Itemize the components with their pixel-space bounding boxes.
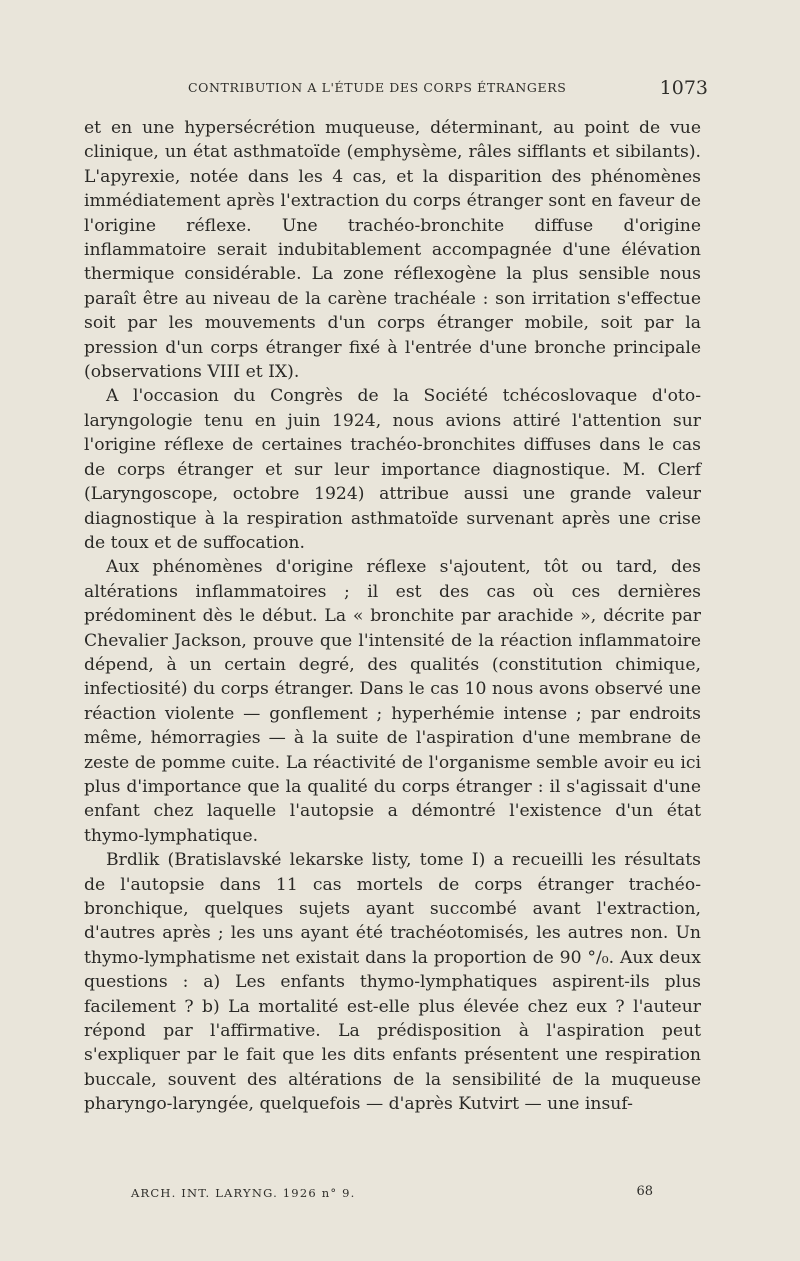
body-text [84,116,701,1117]
page-number: 1073 [659,77,708,99]
paragraph-2: A l'occasion du Congrès de la Société tchécoslovaque d'oto-laryngologie tenu en juin 1924, nous avions attiré l'attention sur l'origine réflexe de certaines trachéo-bronchites diffuses dans le cas de corps étranger et sur leur importance diagnostique. M. Clerf (Laryngoscope, octobre 1924) attribue aussi une grande valeur diagnostique à la respiration asthmatoïde survenant après une crise de toux et de suffocation. [84,386,701,553]
paragraph-4: Brdlik (Bratislavské lekarske listy, tome I) a recueilli les résultats de l'autopsie dans 11 cas mortels de corps étranger trachéo-bronchique, quelques sujets ayant succombé avant l'extraction, d'autres après ; les uns ayant été trachéotomisés, les autres non. Un thymo-lymphatisme net existait dans la proportion de 90 °/₀. Aux deux questions : a) Les enfants thymo-lymphatiques aspirent-ils plus facilement ? b) La mortalité est-elle plus élevée chez eux ? l'auteur répond par l'affirmative. La prédisposition à l'aspiration peut s'expliquer par le fait que les dits enfants présentent une respiration buccale, souvent des altérations de la sensibilité de la muqueuse pharyngo-laryngée, quelquefois — d'après Kutvirt — une insuf- [84,850,701,1115]
paragraph-3: Aux phénomènes d'origine réflexe s'ajoutent, tôt ou tard, des altérations inflammatoires ; il est des cas où ces dernières prédominent dès le début. La « bronchite par arachide », décrite par Chevalier Jackson, prouve que l'intensité de la réaction inflammatoire dépend, à un certain degré, des qualités (constitution chimique, infectiosité) du corps étranger. Dans le cas 10 nous avons observé une réaction violente — gonflement ; hyperhémie intense ; par endroits même, hémorragies — à la suite de l'aspiration d'une membrane de zeste de pomme cuite. La réactivité de l'organisme semble avoir eu ici plus d'importance que la qualité du corps étranger : il s'agissait d'une enfant chez laquelle l'autopsie a démontré l'existence d'un état thymo-lymphatique. [84,557,701,846]
journal-reference: ARCH. INT. LARYNG. 1926 n° 9. [131,1186,356,1200]
signature-mark: 68 [636,1184,653,1199]
paragraph-1: et en une hypersécrétion muqueuse, déterminant, au point de vue clinique, un état asthmatoïde (emphysème, râles sifflants et sibilants). L'apyrexie, notée dans les 4 cas, et la disparition des phénomènes immédiatement après l'extraction du corps étranger sont en faveur de l'origine réflexe. Une trachéo-bronchite diffuse d'origine inflammatoire serait indubitablement accompagnée d'une élévation thermique considérable. La zone réflexogène la plus sensible nous paraît être au niveau de la carène trachéale : son irritation s'effectue soit par les mouvements d'un corps étranger mobile, soit par la pression d'un corps étranger fixé à l'entrée d'une bronche principale (observations VIII et IX). [84,118,701,383]
running-title: CONTRIBUTION A L'ÉTUDE DES CORPS ÉTRANGERS [188,80,567,95]
running-head [188,77,708,99]
page-footer [131,1184,653,1202]
